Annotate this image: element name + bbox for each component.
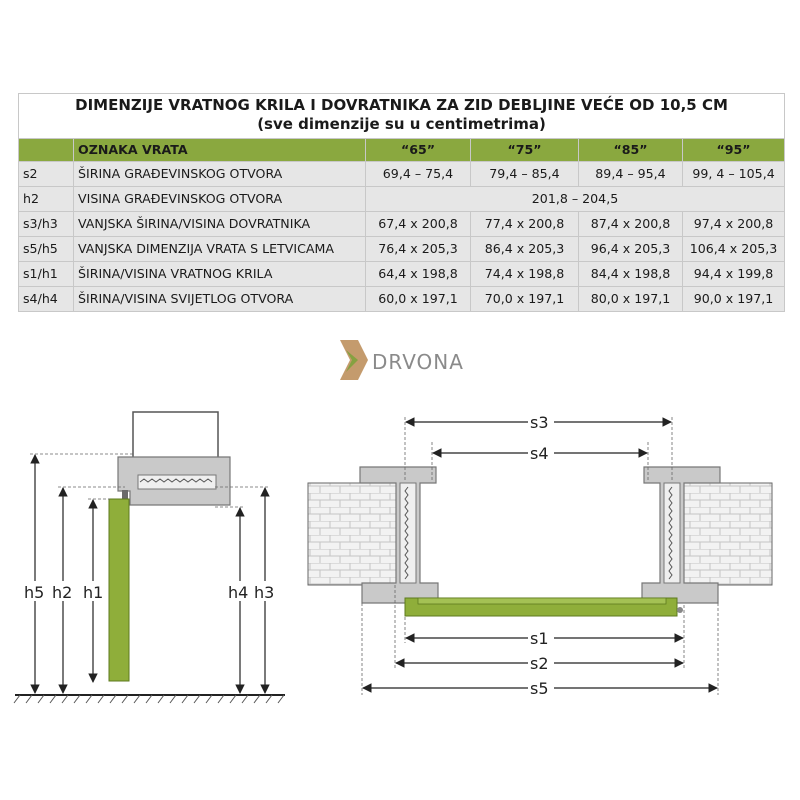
label-h4: h4	[228, 583, 249, 602]
row-value: 89,4 – 95,4	[579, 162, 683, 187]
row-code: s4/h4	[19, 287, 74, 312]
header-label: OZNAKA VRATA	[74, 139, 366, 162]
table-row	[19, 287, 785, 312]
label-s5: s5	[530, 679, 549, 698]
dimensions-table-wrap	[18, 93, 784, 312]
row-code: s2	[19, 162, 74, 187]
row-value: 76,4 x 205,3	[366, 237, 471, 262]
row-value: 60,0 x 197,1	[366, 287, 471, 312]
row-value: 99, 4 – 105,4	[683, 162, 785, 187]
row-value: 74,4 x 198,8	[471, 262, 579, 287]
row-code: s1/h1	[19, 262, 74, 287]
table-row	[19, 262, 785, 287]
row-value: 106,4 x 205,3	[683, 237, 785, 262]
label-s1: s1	[530, 629, 549, 648]
row-value: 84,4 x 198,8	[579, 262, 683, 287]
row-name: VANJSKA DIMENZIJA VRATA S LETVICAMA	[74, 237, 366, 262]
row-value: 87,4 x 200,8	[579, 212, 683, 237]
technical-drawings	[0, 395, 800, 800]
table-row	[19, 212, 785, 237]
row-code: s5/h5	[19, 237, 74, 262]
row-value: 86,4 x 205,3	[471, 237, 579, 262]
table-row	[19, 162, 785, 187]
row-merged-value: 201,8 – 204,5	[366, 187, 785, 212]
row-code: s3/h3	[19, 212, 74, 237]
table-row	[19, 187, 785, 212]
dimensions-table	[18, 93, 785, 312]
side-section-drawing	[14, 412, 285, 703]
plan-door-leaf-rebate	[418, 598, 666, 604]
plan-frame-right-inner	[664, 483, 680, 583]
header-empty	[19, 139, 74, 162]
label-s3: s3	[530, 413, 549, 432]
row-value: 79,4 – 85,4	[471, 162, 579, 187]
side-door-leaf	[109, 499, 129, 681]
row-value: 77,4 x 200,8	[471, 212, 579, 237]
row-value: 67,4 x 200,8	[366, 212, 471, 237]
label-h2: h2	[52, 583, 73, 602]
table-title: DIMENZIJE VRATNOG KRILA I DOVRATNIKA ZA ZID DEBLJINE VEĆE OD 10,5 CM	[75, 96, 728, 114]
row-name: VISINA GRAĐEVINSKOG OTVORA	[74, 187, 366, 212]
row-value: 94,4 x 199,8	[683, 262, 785, 287]
plan-frame-left-inner	[400, 483, 416, 583]
plan-wall-right	[684, 483, 772, 585]
label-s2: s2	[530, 654, 549, 673]
drvona-watermark	[336, 336, 496, 386]
label-h1: h1	[83, 583, 104, 602]
label-h5: h5	[24, 583, 45, 602]
header-size-95: “95”	[683, 139, 785, 162]
row-name: ŠIRINA GRAĐEVINSKOG OTVORA	[74, 162, 366, 187]
row-value: 64,4 x 198,8	[366, 262, 471, 287]
row-name: ŠIRINA/VISINA SVIJETLOG OTVORA	[74, 287, 366, 312]
row-value: 70,0 x 197,1	[471, 287, 579, 312]
header-size-65: “65”	[366, 139, 471, 162]
plan-wall-left	[308, 483, 396, 585]
table-row	[19, 237, 785, 262]
row-value: 90,0 x 197,1	[683, 287, 785, 312]
row-value: 80,0 x 197,1	[579, 287, 683, 312]
label-s4: s4	[530, 444, 549, 463]
row-value: 96,4 x 205,3	[579, 237, 683, 262]
table-header-row	[19, 139, 785, 162]
row-name: ŠIRINA/VISINA VRATNOG KRILA	[74, 262, 366, 287]
label-h3: h3	[254, 583, 275, 602]
watermark-text: DRVONA	[372, 350, 464, 374]
header-size-85: “85”	[579, 139, 683, 162]
row-value: 69,4 – 75,4	[366, 162, 471, 187]
table-title-cell	[19, 94, 785, 139]
row-value: 97,4 x 200,8	[683, 212, 785, 237]
row-code: h2	[19, 187, 74, 212]
plan-section-drawing	[308, 411, 772, 698]
table-subtitle: (sve dimenzije su u centimetrima)	[257, 115, 546, 133]
header-size-75: “75”	[471, 139, 579, 162]
hinge-icon	[677, 607, 683, 613]
floor-hatch	[14, 695, 284, 703]
row-name: VANJSKA ŠIRINA/VISINA DOVRATNIKA	[74, 212, 366, 237]
